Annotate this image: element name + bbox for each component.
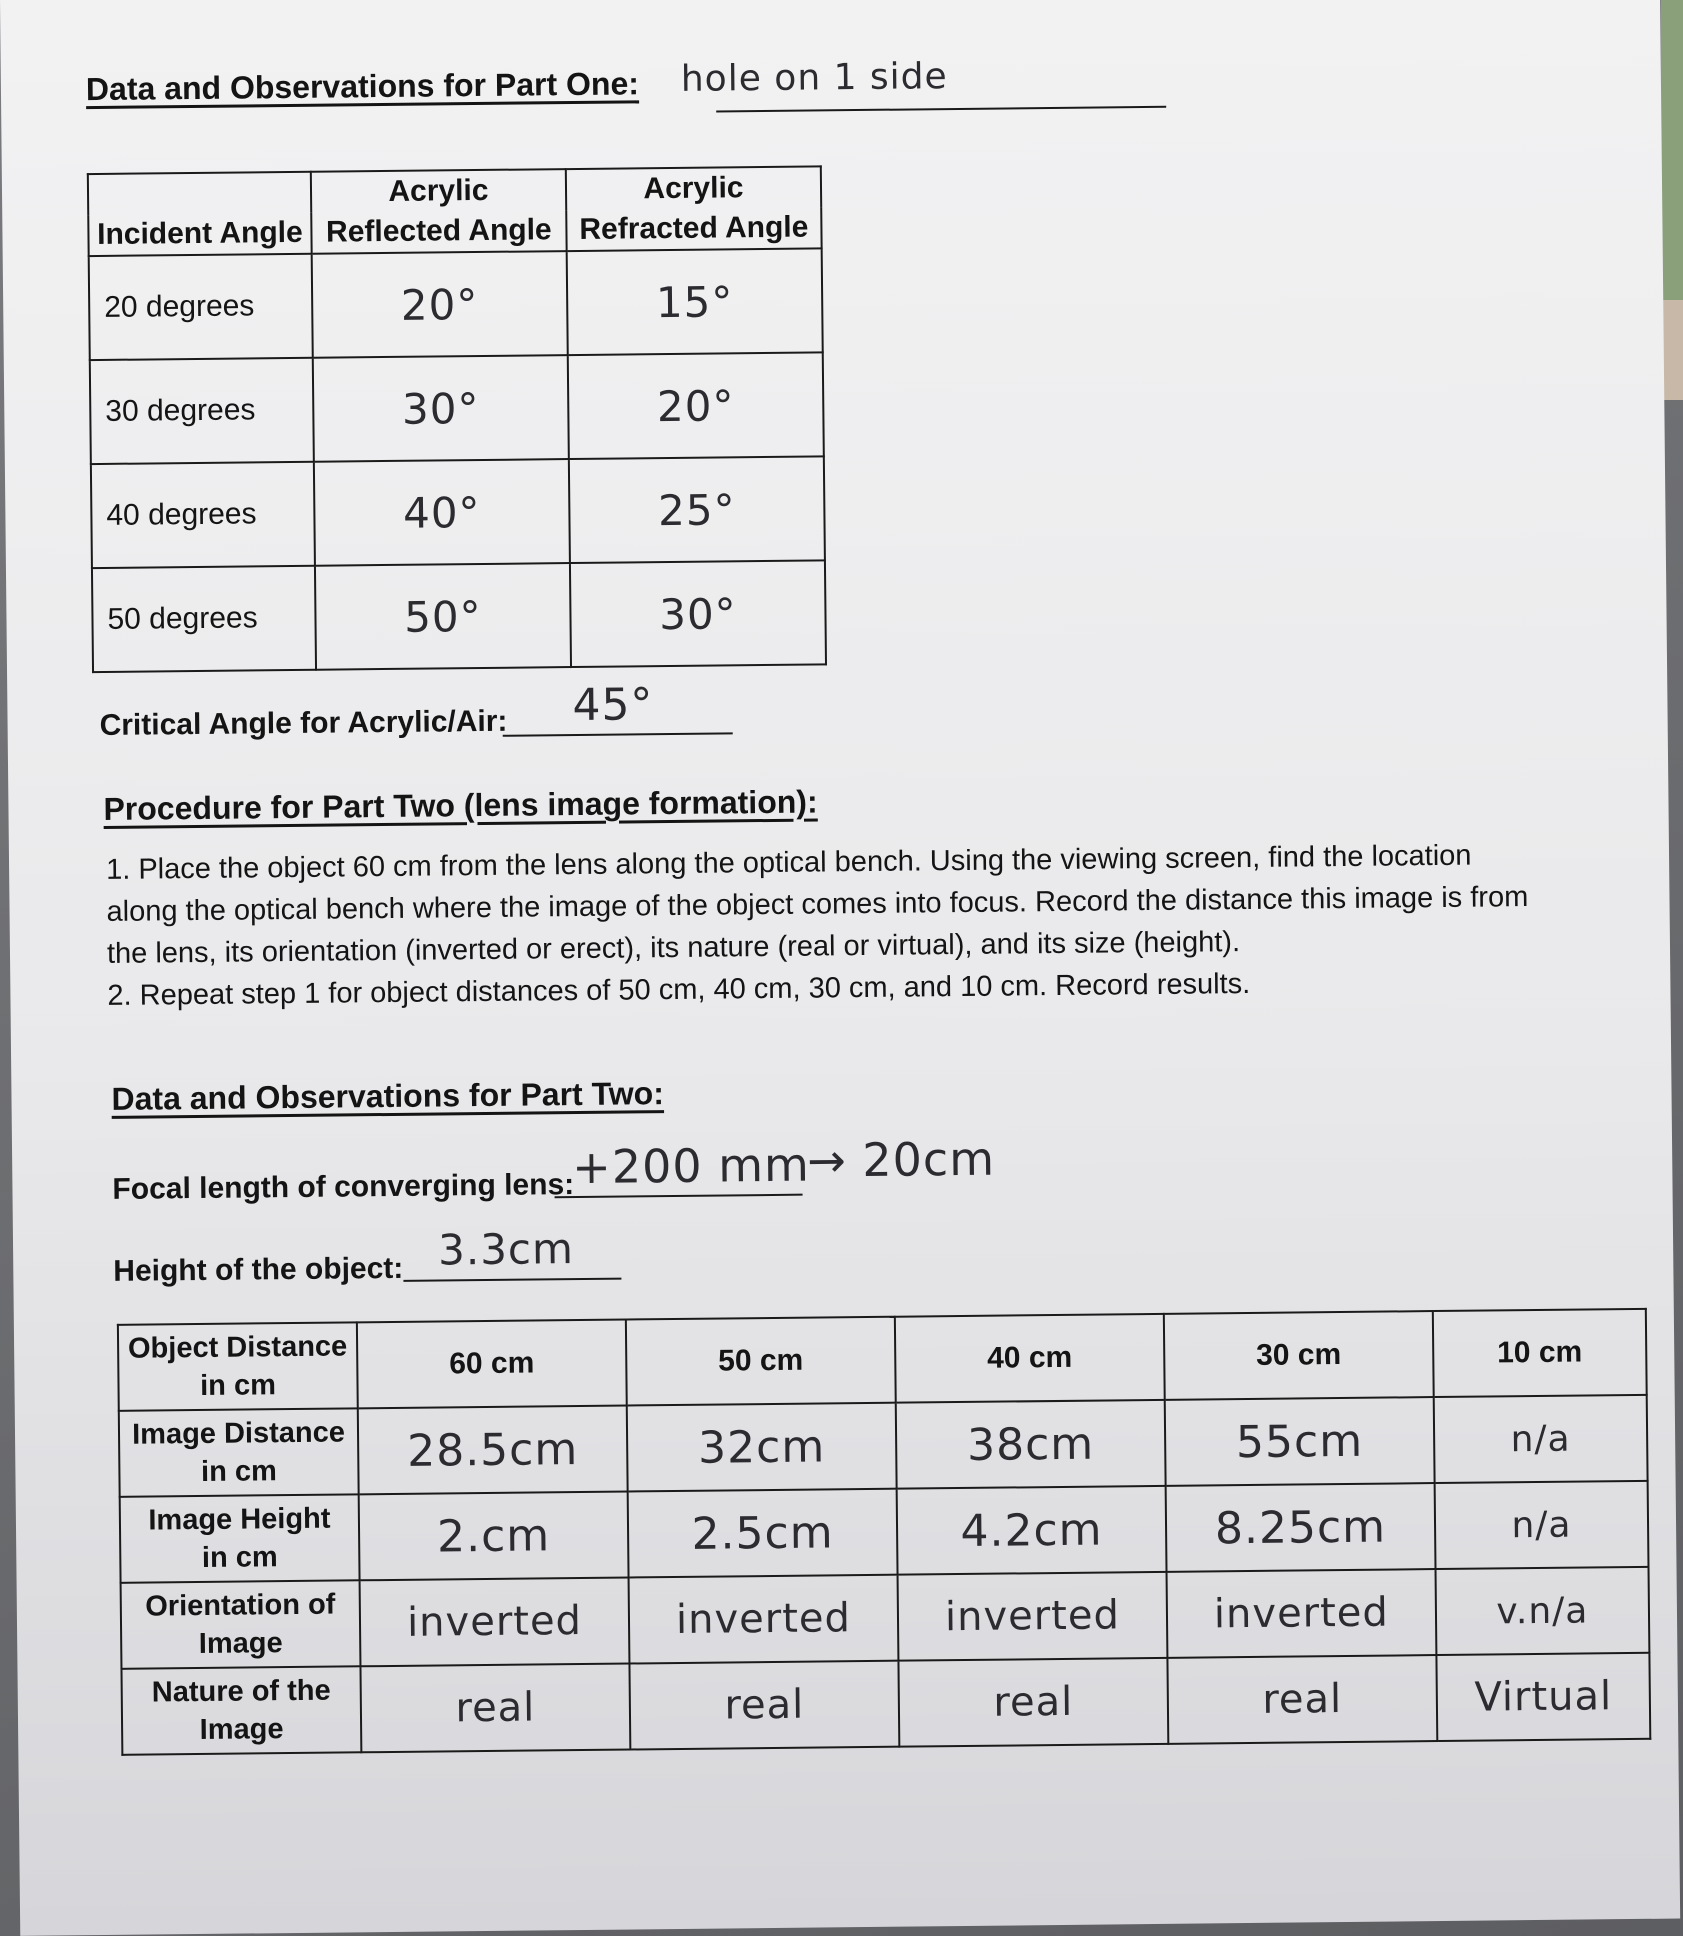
column-header: 30 cm — [1164, 1311, 1434, 1400]
data-cell: inverted — [1166, 1569, 1436, 1658]
header-cell: Reflected Angle — [311, 210, 566, 254]
data-cell: 32cm — [627, 1403, 897, 1492]
reflected-angle-cell: 20° — [312, 251, 568, 358]
handwritten-note: hole on 1 side — [680, 56, 948, 100]
table-row — [118, 1309, 1647, 1411]
object-height-value: 3.3cm — [437, 1224, 575, 1275]
header-cell: Incident Angle — [88, 213, 311, 256]
data-cell: n/a — [1434, 1481, 1648, 1569]
refracted-angle-cell: 20° — [568, 352, 824, 459]
row-label-line: Orientation of — [145, 1588, 336, 1623]
part-two-heading: Data and Observations for Part Two: — [111, 1075, 665, 1117]
refracted-angle-cell: 25° — [569, 456, 825, 563]
row-label-line: Image — [199, 1713, 284, 1747]
data-cell: Virtual — [1436, 1653, 1650, 1741]
data-cell: 2.5cm — [628, 1489, 898, 1578]
critical-angle-line — [503, 732, 733, 736]
part-one-heading: Data and Observations for Part One: — [85, 65, 640, 108]
row-label-line: Object Distance — [127, 1330, 348, 1365]
table-row — [90, 352, 824, 464]
row-label-cell — [119, 1408, 359, 1496]
row-label-line: in cm — [201, 1541, 278, 1574]
data-cell: real — [360, 1664, 630, 1753]
procedure-heading: Procedure for Part Two (lens image formation): — [103, 783, 818, 827]
header-cell — [88, 172, 311, 215]
focal-length-line — [555, 1194, 803, 1199]
data-cell: 28.5cm — [358, 1406, 628, 1495]
row-label-line: Nature of the — [151, 1674, 331, 1709]
incident-angle-cell: 40 degrees — [91, 462, 315, 568]
data-cell: 55cm — [1165, 1397, 1435, 1486]
data-cell: real — [1167, 1655, 1437, 1744]
header-cell: Acrylic — [566, 166, 821, 210]
table-row — [119, 1395, 1648, 1497]
part-two-table — [117, 1308, 1651, 1756]
row-label-cell — [121, 1666, 361, 1754]
column-header: 50 cm — [626, 1317, 896, 1406]
reflected-angle-cell: 50° — [315, 563, 571, 670]
background-object — [1661, 300, 1683, 400]
column-header: 10 cm — [1433, 1309, 1647, 1397]
row-label-cell — [120, 1494, 360, 1582]
row-label-line: in cm — [200, 1455, 277, 1488]
critical-angle-label: Critical Angle for Acrylic/Air: — [99, 704, 508, 742]
refracted-angle-cell: 30° — [570, 560, 826, 667]
procedure-step-1: 1. Place the object 60 cm from the lens along the optical bench. Using the viewing screen, find the location along the optical bench where the image of the object comes into focus. Record the distance this image is from the lens, its orientation (inverted or erect), its nature (real or virtual), and its size (height). — [105, 839, 1529, 970]
row-label-line: Image Distance — [131, 1416, 346, 1451]
header-cell: Acrylic — [311, 169, 566, 213]
object-height-line — [403, 1278, 621, 1282]
focal-length-converted: → 20cm — [806, 1131, 996, 1188]
procedure-steps — [106, 834, 1548, 1017]
data-cell: v.n/a — [1435, 1567, 1649, 1655]
row-label-line: Image Height — [148, 1502, 331, 1537]
table-row — [121, 1653, 1650, 1755]
table-row — [91, 456, 825, 568]
data-cell: 8.25cm — [1166, 1483, 1436, 1572]
data-cell: inverted — [360, 1578, 630, 1667]
header-cell: Refracted Angle — [566, 207, 821, 251]
note-underline — [716, 106, 1166, 113]
row-label-line: Image — [198, 1627, 283, 1661]
incident-angle-cell: 30 degrees — [90, 358, 314, 464]
data-cell: real — [629, 1661, 899, 1750]
table-row — [92, 560, 826, 672]
data-cell: real — [898, 1658, 1168, 1747]
data-cell: 4.2cm — [897, 1486, 1167, 1575]
reflected-angle-cell: 40° — [314, 459, 570, 566]
object-height-label: Height of the object: — [113, 1251, 404, 1288]
data-cell: inverted — [629, 1575, 899, 1664]
reflected-angle-cell: 30° — [313, 355, 569, 462]
table-row — [121, 1567, 1650, 1669]
background-object — [1661, 0, 1683, 300]
incident-angle-cell: 50 degrees — [92, 566, 316, 672]
data-cell: n/a — [1434, 1395, 1648, 1483]
row-label-cell — [121, 1580, 361, 1668]
part-one-table — [87, 165, 827, 673]
table-row — [120, 1481, 1649, 1583]
row-label-line: in cm — [199, 1369, 277, 1402]
column-header: 60 cm — [357, 1320, 627, 1409]
table-row — [89, 248, 823, 360]
focal-length-value: +200 mm — [571, 1137, 811, 1195]
column-header: 40 cm — [895, 1314, 1165, 1403]
row-label-cell — [118, 1322, 358, 1410]
critical-angle-value: 45° — [572, 679, 654, 732]
data-cell: 38cm — [896, 1400, 1166, 1489]
procedure-step-2: 2. Repeat step 1 for object distances of 50 cm, 40 cm, 30 cm, and 10 cm. Record results. — [107, 967, 1251, 1012]
data-cell: inverted — [897, 1572, 1167, 1661]
incident-angle-cell: 20 degrees — [89, 254, 313, 360]
refracted-angle-cell: 15° — [567, 248, 823, 355]
focal-length-label: Focal length of converging lens: — [112, 1168, 575, 1206]
data-cell: 2.cm — [359, 1492, 629, 1581]
